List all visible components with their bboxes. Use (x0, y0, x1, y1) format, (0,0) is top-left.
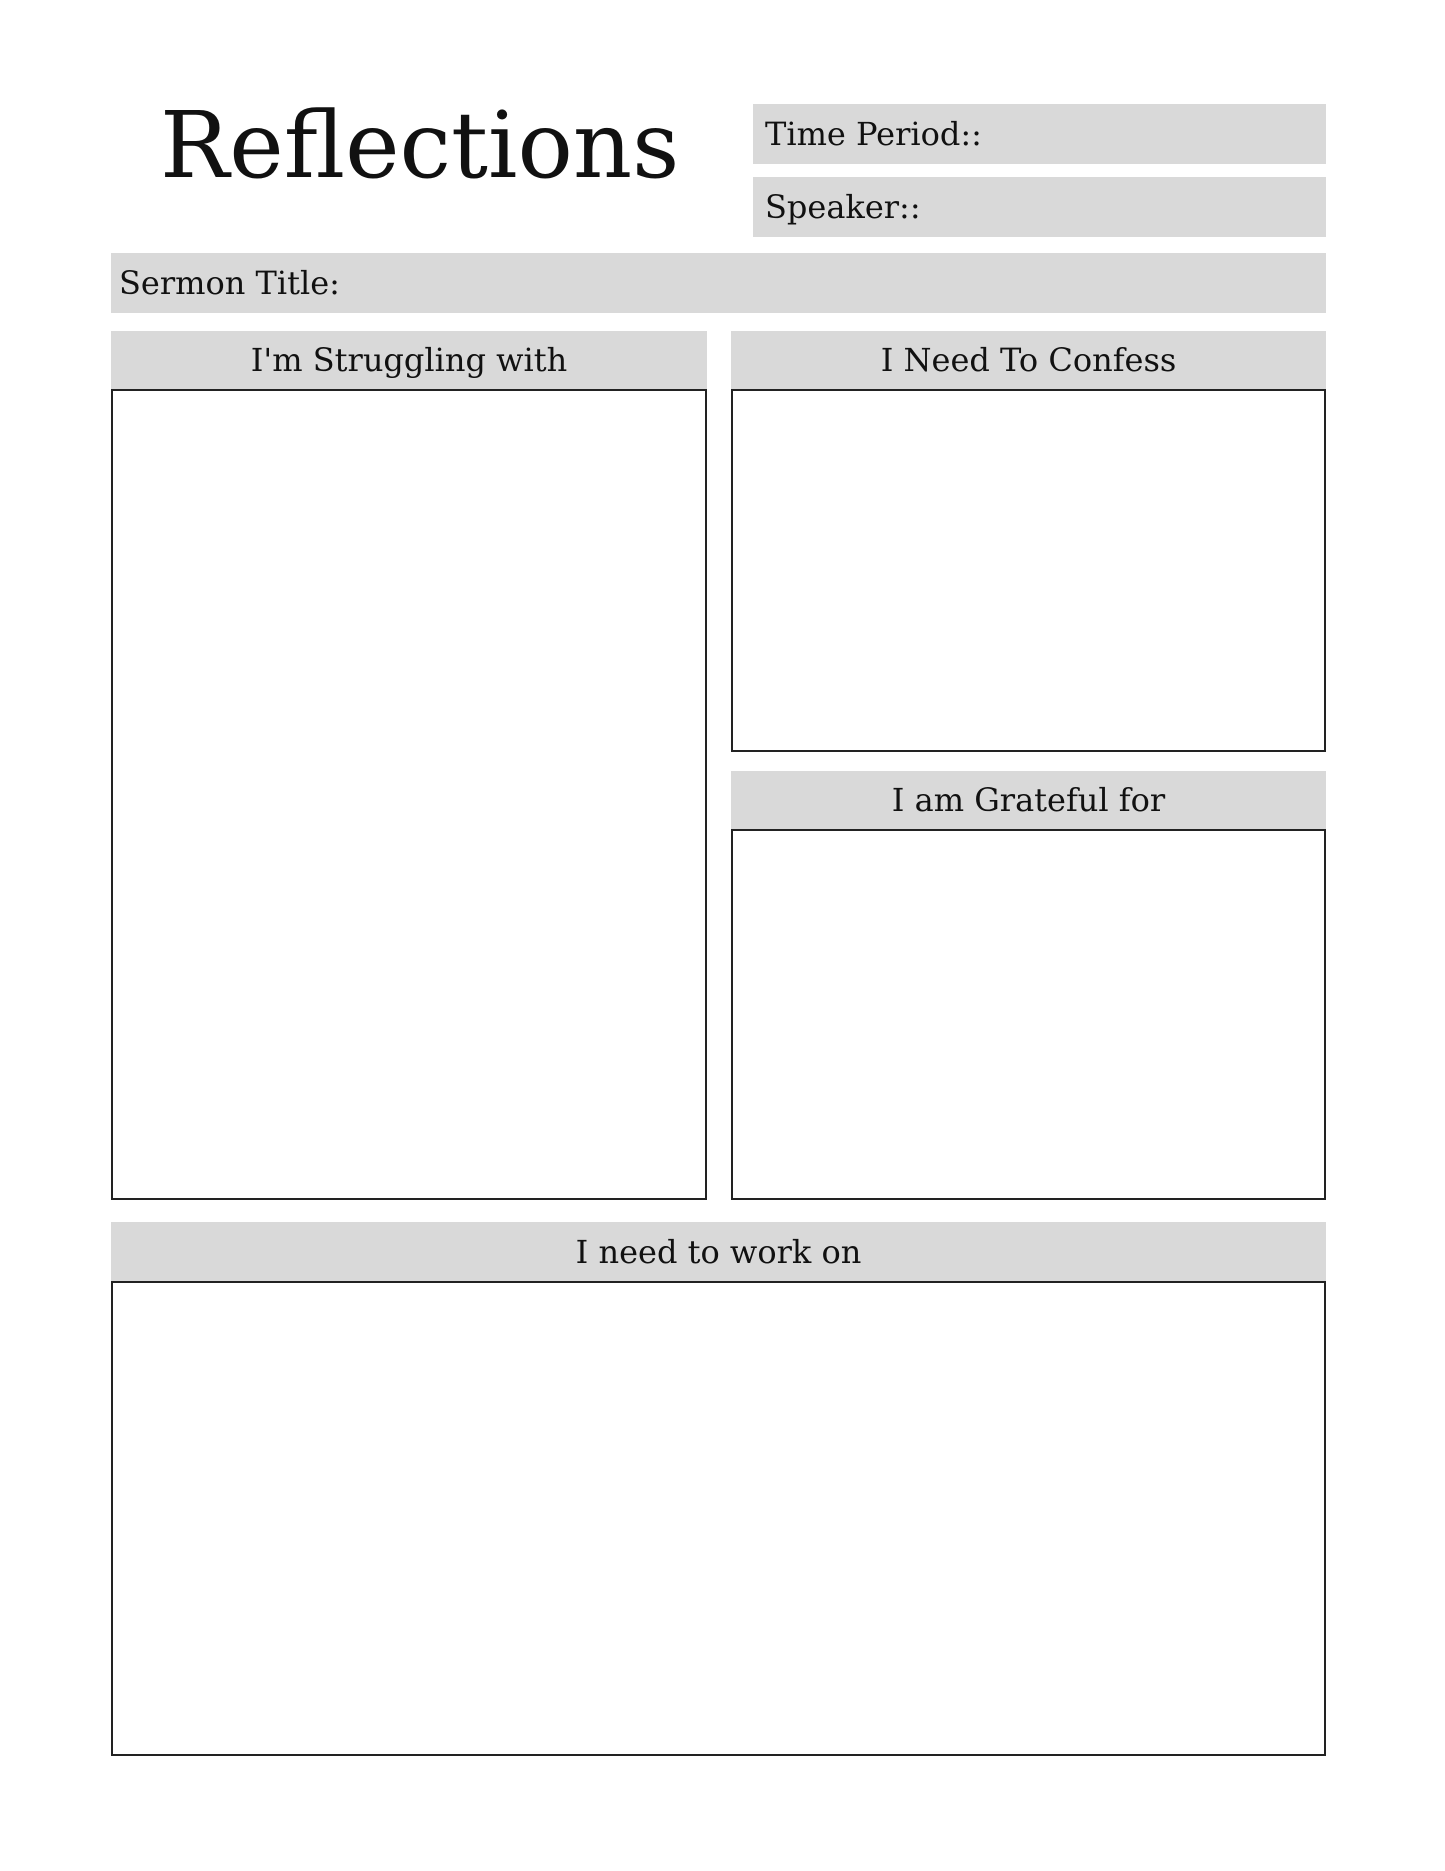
struggling-header (111, 331, 707, 389)
confess-header (731, 331, 1326, 389)
sermon-title-field[interactable] (111, 253, 1326, 313)
grateful-writing-box[interactable] (731, 829, 1326, 1200)
grateful-label: I am Grateful for (891, 781, 1166, 819)
work-on-writing-box[interactable] (111, 1281, 1326, 1756)
confess-label: I Need To Confess (880, 341, 1177, 379)
confess-writing-box[interactable] (731, 389, 1326, 752)
time-period-label: Time Period:: (765, 115, 982, 153)
speaker-field[interactable] (753, 177, 1326, 237)
grateful-header (731, 771, 1326, 829)
work-on-label: I need to work on (575, 1232, 862, 1271)
speaker-label: Speaker:: (765, 188, 921, 226)
time-period-field[interactable] (753, 104, 1326, 164)
sermon-title-label: Sermon Title: (119, 264, 340, 302)
struggling-label: I'm Struggling with (250, 341, 568, 379)
work-on-header (111, 1222, 1326, 1281)
page-title: Reflections (160, 92, 680, 199)
struggling-writing-box[interactable] (111, 389, 707, 1200)
